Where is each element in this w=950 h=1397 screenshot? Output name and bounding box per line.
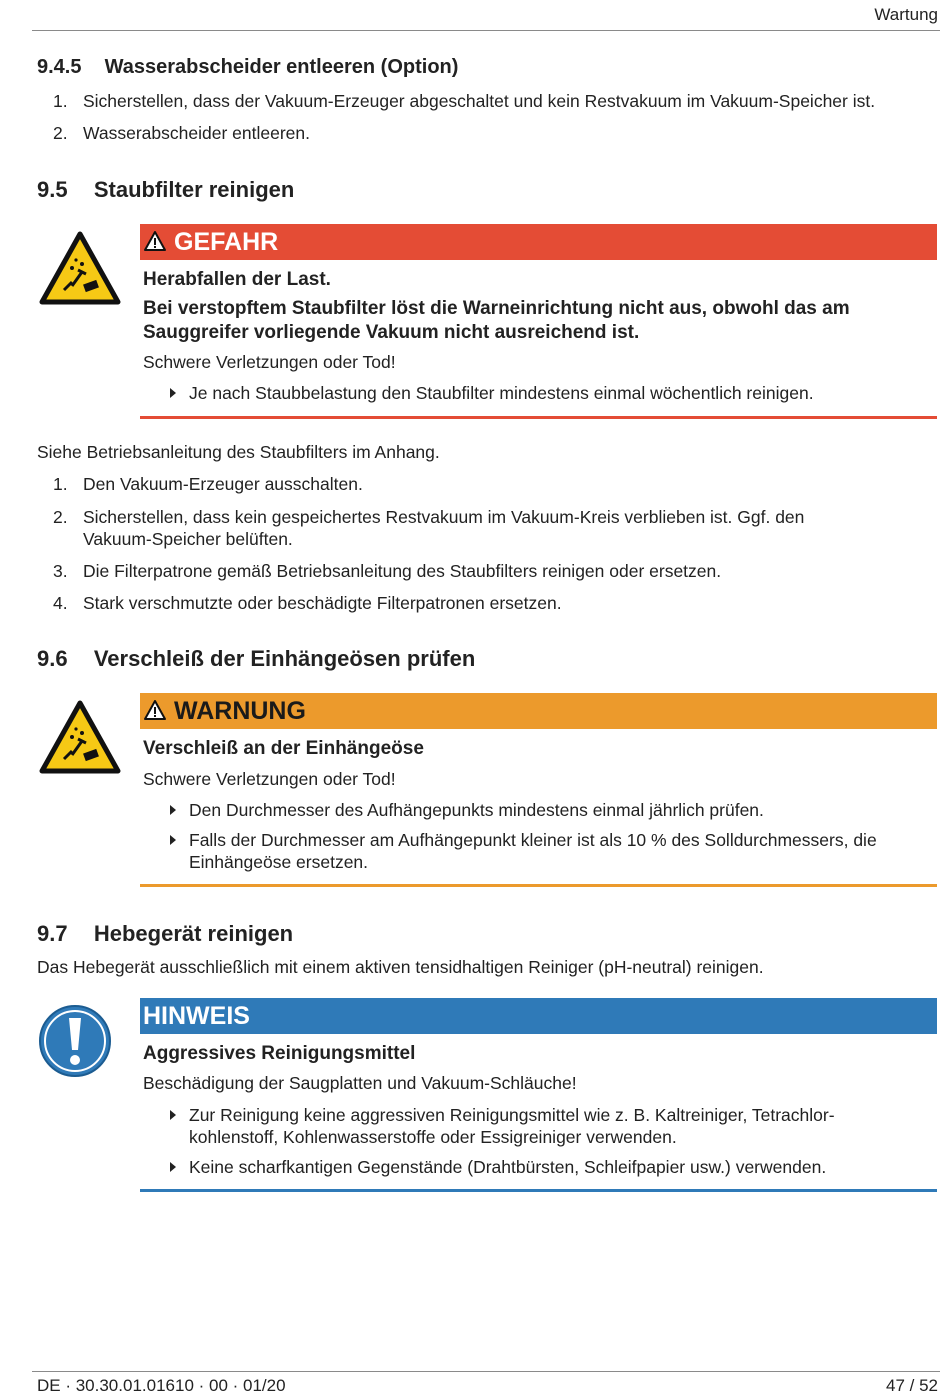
notice-banner [140,998,937,1034]
danger-banner [140,224,937,260]
running-header: Wartung [874,5,938,24]
section-title: Hebegerät reinigen [93,921,294,946]
warning-end-rule [140,884,937,887]
section-heading-9-6 [37,646,475,672]
danger-title: Herabfallen der Last. [143,269,331,290]
intro-text: Siehe Betriebsanleitung des Staubfilters im Anhang. [37,442,440,462]
section-title: Verschleiß der Einhängeösen prüfen [93,646,476,671]
falling-load-warning-sign-icon [38,230,122,306]
step-number: 1. [53,474,68,494]
step-number: 3. [53,561,68,581]
step-text: Sicherstellen, dass der Vakuum-Erzeuger abgeschaltet und kein Restvakuum im Vakuum-Speicher ist. [83,91,876,111]
warning-title: Verschleiß an der Einhängeöse [143,738,424,759]
arrow-bullet-icon [170,388,176,398]
step-text: Wasserabscheider entleeren. [83,123,310,143]
page-number: 47 / 52 [886,1376,938,1395]
document-id: DE · 30.30.01.01610 · 00 · 01/20 [37,1376,286,1395]
step-text: Stark verschmutzte oder beschädigte Filterpatronen ersetzen. [83,593,562,613]
section-number: 9.4.5 [37,56,82,78]
section-heading-9-4-5 [37,56,458,79]
warning-triangle-icon [143,230,167,252]
intro-text: Das Hebegerät ausschließlich mit einem aktiven tensidhaltigen Reiniger (pH-neutral) reinigen. [37,957,764,977]
falling-load-warning-sign-icon [38,699,122,775]
arrow-bullet-icon [170,835,176,845]
danger-description: Bei verstopftem Staubfilter löst die Warneinrichtung nicht aus, obwohl das am Sauggreifer vorliegende Vakuum nicht ausreichend ist. [143,298,850,343]
section-number: 9.5 [37,177,68,202]
notice-consequence: Beschädigung der Saugplatten und Vakuum-Schläuche! [143,1073,577,1093]
notice-label: HINWEIS [143,1002,250,1030]
danger-label: GEFAHR [174,228,279,256]
step-text: Die Filterpatrone gemäß Betriebsanleitung des Staubfilters reinigen oder ersetzen. [83,561,722,581]
warning-label: WARNUNG [174,697,306,725]
notice-title: Aggressives Reinigungsmittel [143,1043,416,1064]
section-title: Wasserabscheider entleeren (Option) [104,56,459,78]
section-title: Staubfilter reinigen [93,177,295,202]
warning-consequence: Schwere Verletzungen oder Tod! [143,769,396,789]
step-text: Sicherstellen, dass kein gespeichertes Restvakuum im Vakuum-Kreis verblieben ist. Ggf. den Vakuum-Speicher belüften. [83,507,805,549]
section-number: 9.7 [37,921,68,946]
step-number: 2. [53,507,68,527]
header-divider [32,30,940,31]
footer-divider [32,1371,940,1372]
warning-banner [140,693,937,729]
warning-triangle-icon [143,699,167,721]
mandatory-notice-icon [38,1004,112,1078]
step-text: Den Vakuum-Erzeuger ausschalten. [83,474,363,494]
step-number: 4. [53,593,68,613]
notice-end-rule [140,1189,937,1192]
section-heading-9-7 [37,921,293,947]
danger-end-rule [140,416,937,419]
danger-consequence: Schwere Verletzungen oder Tod! [143,352,396,372]
section-number: 9.6 [37,646,68,671]
section-heading-9-5 [37,177,294,203]
step-number: 1. [53,91,68,111]
arrow-bullet-icon [170,1110,176,1120]
arrow-bullet-icon [170,1162,176,1172]
arrow-bullet-icon [170,805,176,815]
step-number: 2. [53,123,68,143]
